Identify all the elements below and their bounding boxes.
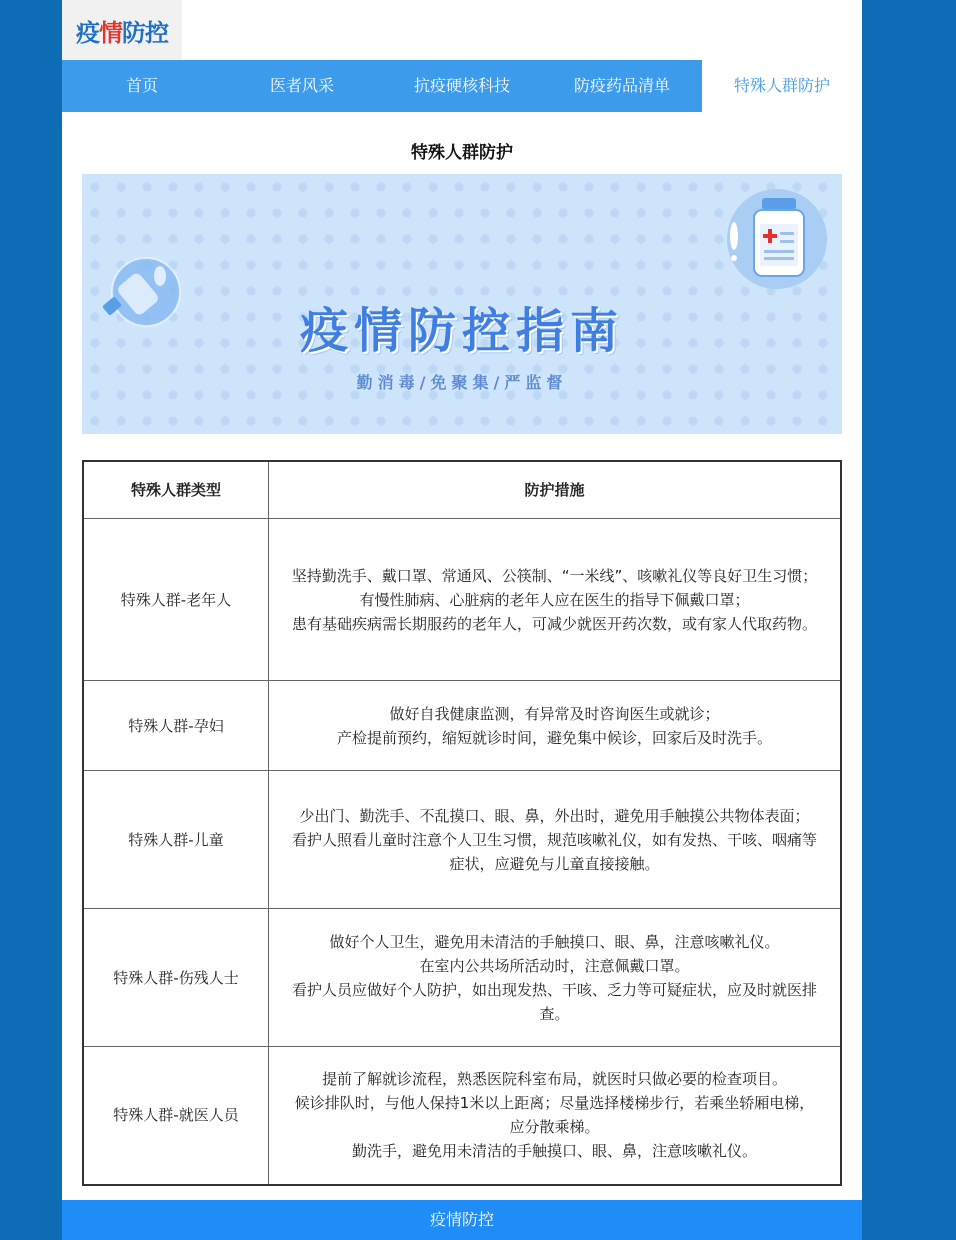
- table-row: [83, 1047, 841, 1185]
- measure-line: 看护人员应做好个人防护，如出现发热、干咳、乏力等可疑症状，应及时就医排查。: [291, 980, 817, 1023]
- measure-line: 产检提前预约，缩短就诊时间，避免集中候诊，回家后及时洗手。: [336, 728, 772, 747]
- page: [62, 0, 862, 1240]
- protection-table-wrap: [82, 460, 842, 1186]
- header: [62, 0, 862, 60]
- measure-line: 提前了解就诊流程，熟悉医院科室布局，就医时只做必要的检查项目。: [321, 1070, 787, 1089]
- measure-line: 少出门、勤洗手、不乱摸口、眼、鼻，外出时，避免用手触摸公共物体表面；: [299, 806, 810, 825]
- banner-title: 疫情防控指南: [299, 303, 624, 359]
- measure-line: 看护人照看儿童时注意个人卫生习惯，规范咳嗽礼仪，如有发热、干咳、咽痛等症状，应避免与儿童直接接触。: [291, 830, 817, 873]
- medicine-bottle-icon: [722, 184, 832, 294]
- main-nav: [62, 60, 862, 112]
- header-measures: 防护措施: [269, 461, 842, 519]
- measure-line: 勤洗手，避免用未清洁的手触摸口、眼、鼻，注意咳嗽礼仪。: [351, 1142, 757, 1161]
- table-header-row: [83, 461, 841, 519]
- row-measures-children: [269, 771, 842, 909]
- nav-item-medicine-list[interactable]: 防疫药品清单: [573, 76, 670, 95]
- table-row: [83, 771, 841, 909]
- banner-subtitle: 勤消毒/免聚集/严监督: [356, 373, 568, 392]
- guide-banner: [82, 174, 842, 434]
- measure-line: 做好自我健康监测，有异常及时咨询医生或就诊；: [389, 704, 720, 723]
- footer: 疫情防控: [62, 1200, 862, 1240]
- header-type: 特殊人群类型: [83, 461, 269, 519]
- protection-table: [82, 460, 842, 1186]
- logo-text-a: 疫: [76, 18, 99, 47]
- row-measures-patients: [269, 1047, 842, 1185]
- row-measures-pregnant: [269, 681, 842, 771]
- measure-line: 坚持勤洗手、戴口罩、常通风、公筷制、“一米线”、咳嗽礼仪等良好卫生习惯；: [291, 566, 818, 585]
- measure-line: 候诊排队时，与他人保持1米以上距离；尽量选择楼梯步行，若乘坐轿厢电梯，应分散乘梯。: [294, 1094, 815, 1137]
- measure-line: 有慢性肺病、心脏病的老年人应在医生的指导下佩戴口罩；: [359, 590, 750, 609]
- logo-text-c: 防控: [122, 18, 168, 47]
- row-type-pregnant: 特殊人群-孕妇: [83, 681, 269, 771]
- main-content: [62, 142, 862, 1186]
- nav-item-tech[interactable]: 抗疫硬核科技: [413, 76, 510, 95]
- table-row: [83, 681, 841, 771]
- measure-line: 在室内公共场所活动时，注意佩戴口罩。: [419, 956, 690, 975]
- row-type-disabled: 特殊人群-伤残人士: [83, 909, 269, 1047]
- page-title: 特殊人群防护: [411, 143, 513, 163]
- nav-item-special-groups[interactable]: 特殊人群防护: [702, 60, 862, 112]
- table-row: [83, 909, 841, 1047]
- logo-text: [76, 13, 168, 48]
- row-measures-disabled: [269, 909, 842, 1047]
- table-row: [83, 519, 841, 681]
- site-logo[interactable]: [62, 0, 182, 60]
- row-type-patients: 特殊人群-就医人员: [83, 1047, 269, 1185]
- nav-item-home[interactable]: 首页: [125, 76, 158, 95]
- row-measures-elderly: [269, 519, 842, 681]
- logo-text-b: 情: [99, 18, 122, 47]
- nav-item-doctors[interactable]: 医者风采: [269, 76, 334, 95]
- row-type-children: 特殊人群-儿童: [83, 771, 269, 909]
- measure-line: 做好个人卫生，避免用未清洁的手触摸口、眼、鼻，注意咳嗽礼仪。: [329, 932, 780, 951]
- measure-line: 患有基础疾病需长期服药的老年人，可减少就医开药次数，或有家人代取药物。: [291, 614, 817, 633]
- row-type-elderly: 特殊人群-老年人: [83, 519, 269, 681]
